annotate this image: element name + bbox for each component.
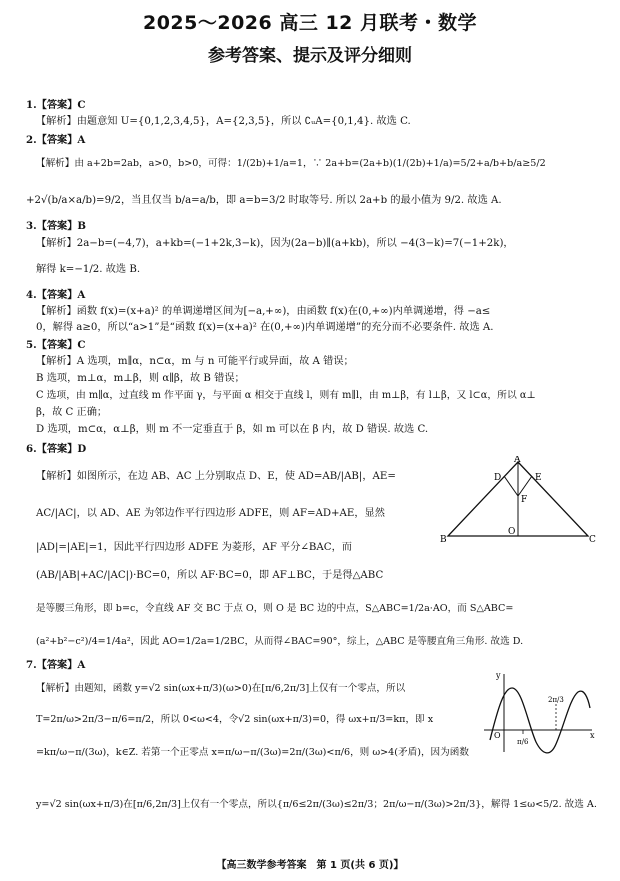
- q6-line2: AC/|AC|，以 AD、AE 为邻边作平行四边形 ADFE，则 AF=AD+AE，显然: [36, 508, 385, 519]
- graph-label-o: O: [494, 731, 501, 740]
- segment-ef: [518, 476, 532, 496]
- q7-sine-graph: [480, 668, 598, 756]
- label-a: A: [514, 456, 521, 465]
- q7-answer: 7.【答案】A: [26, 659, 86, 671]
- sine-curve: [490, 688, 590, 753]
- q7-line3: =kπ/ω−π/(3ω)，k∈Z. 若第一个正零点 x=π/ω−π/(3ω)=2π/(3ω)<π/6，则 ω>4(矛盾)，因为函数: [36, 747, 469, 758]
- q7-line1: 【解析】由题知，函数 y=√2 sin(ωx+π/3)(ω>0)在[π/6,2π/3]上仅有一个零点，所以: [36, 683, 406, 694]
- q3-line2: 解得 k=−1/2. 故选 B.: [36, 264, 141, 275]
- segment-df: [504, 476, 518, 496]
- graph-label-y: y: [496, 671, 501, 680]
- graph-label-pi-6: π/6: [517, 738, 529, 746]
- q4-answer: 4.【答案】A: [26, 289, 86, 301]
- q6-line4: (AB/|AB|+AC/|AC|)·BC=0，所以 AF·BC=0，即 AF⊥BC，于是得△ABC: [36, 570, 384, 581]
- page-subtitle: 参考答案、提示及评分细则: [208, 46, 412, 66]
- q6-line3: |AD|=|AE|=1，因此平行四边形 ADFE 为菱形，AF 平分∠BAC，而: [36, 542, 352, 553]
- q2-line1: 【解析】由 a+2b=2ab，a>0，b>0，可得：1/(2b)+1/a=1，∵ 2a+b=(2a+b)(1/(2b)+1/a)=5/2+a/b+b/a≥5/2: [36, 158, 546, 169]
- q6-answer: 6.【答案】D: [26, 443, 87, 455]
- q5-line-c2: β，故 C 正确；: [36, 407, 108, 418]
- q5-line-d: D 选项，m⊂α，α⊥β，则 m 不一定垂直于 β，如 m 可以在 β 内，故 D 错误. 故选 C.: [36, 424, 429, 435]
- page-footer: 【高三数学参考答案 第 1 页(共 6 页)】: [216, 860, 404, 871]
- q1-analysis: 【解析】由题意知 U={0,1,2,3,4,5}，A={2,3,5}，所以 ∁ᵤA={0,1,4}. 故选 C.: [36, 116, 411, 127]
- q2-answer: 2.【答案】A: [26, 134, 86, 146]
- q3-line1: 【解析】2a−b=(−4,7)，a+kb=(−1+2k,3−k)，因为(2a−b)∥(a+kb)，所以 −4(3−k)=7(−1+2k)，: [36, 238, 514, 249]
- q2-line2: +2√(b/a×a/b)=9/2，当且仅当 b/a=a/b，即 a=b=3/2 时取等号. 所以 2a+b 的最小值为 9/2. 故选 A.: [26, 195, 502, 206]
- label-d: D: [494, 473, 502, 483]
- q3-answer: 3.【答案】B: [26, 220, 86, 232]
- q6-line5: 是等腰三角形，即 b=c，令直线 AF 交 BC 于点 O，则 O 是 BC 边的中点，S△ABC=1/2a·AO，而 S△ABC=: [36, 603, 514, 614]
- q5-answer: 5.【答案】C: [26, 339, 86, 351]
- q7-line4: y=√2 sin(ωx+π/3)在[π/6,2π/3]上仅有一个零点，所以{π/6≤2π/(3ω)≤2π/3；2π/ω−π/(3ω)>2π/3}，解得 1≤ω<5/2. 故选 A.: [36, 799, 597, 810]
- q4-line2: 0，解得 a≥0，所以“a>1”是“函数 f(x)=(x+a)² 在(0,+∞)内单调递增”的充分而不必要条件. 故选 A.: [36, 322, 494, 333]
- graph-label-x: x: [590, 731, 595, 740]
- q7-line2: T=2π/ω>2π/3−π/6=π/2，所以 0<ω<4，令√2 sin(ωx+π/3)=0，得 ωx+π/3=kπ，即 x: [36, 714, 434, 725]
- label-f: F: [521, 495, 528, 505]
- q1-answer: 1.【答案】C: [26, 99, 86, 111]
- label-e: E: [535, 473, 542, 483]
- graph-label-2pi-3: 2π/3: [548, 696, 564, 704]
- q6-line6: (a²+b²−c²)/4=1/4a²，因此 AO=1/2a=1/2BC，从而得∠BAC=90°，综上，△ABC 是等腰直角三角形. 故选 D.: [36, 636, 524, 647]
- q4-line1: 【解析】函数 f(x)=(x+a)² 的单调递增区间为[−a,+∞)，由函数 f(x)在(0,+∞)内单调递增，得 −a≤: [36, 306, 491, 317]
- q5-line-c1: C 选项，由 m∥α，过直线 m 作平面 γ，与平面 α 相交于直线 l，则有 m∥l，由 m⊥β，有 l⊥β，又 l⊂α，所以 α⊥: [36, 390, 536, 401]
- q5-line-b: B 选项，m⊥α，m⊥β，则 α∥β，故 B 错误；: [36, 373, 245, 384]
- label-o: O: [508, 527, 516, 537]
- label-c: C: [589, 535, 596, 544]
- q5-line-a: 【解析】A 选项，m∥α，n⊂α，m 与 n 可能平行或异面，故 A 错误；: [36, 356, 354, 367]
- q6-triangle-figure: [438, 456, 598, 544]
- page-title: 2025～2026 高三 12 月联考・数学: [142, 12, 478, 34]
- label-b: B: [440, 535, 447, 544]
- q6-line1: 【解析】如图所示，在边 AB、AC 上分别取点 D、E，使 AD=AB/|AB|，AE=: [36, 471, 396, 482]
